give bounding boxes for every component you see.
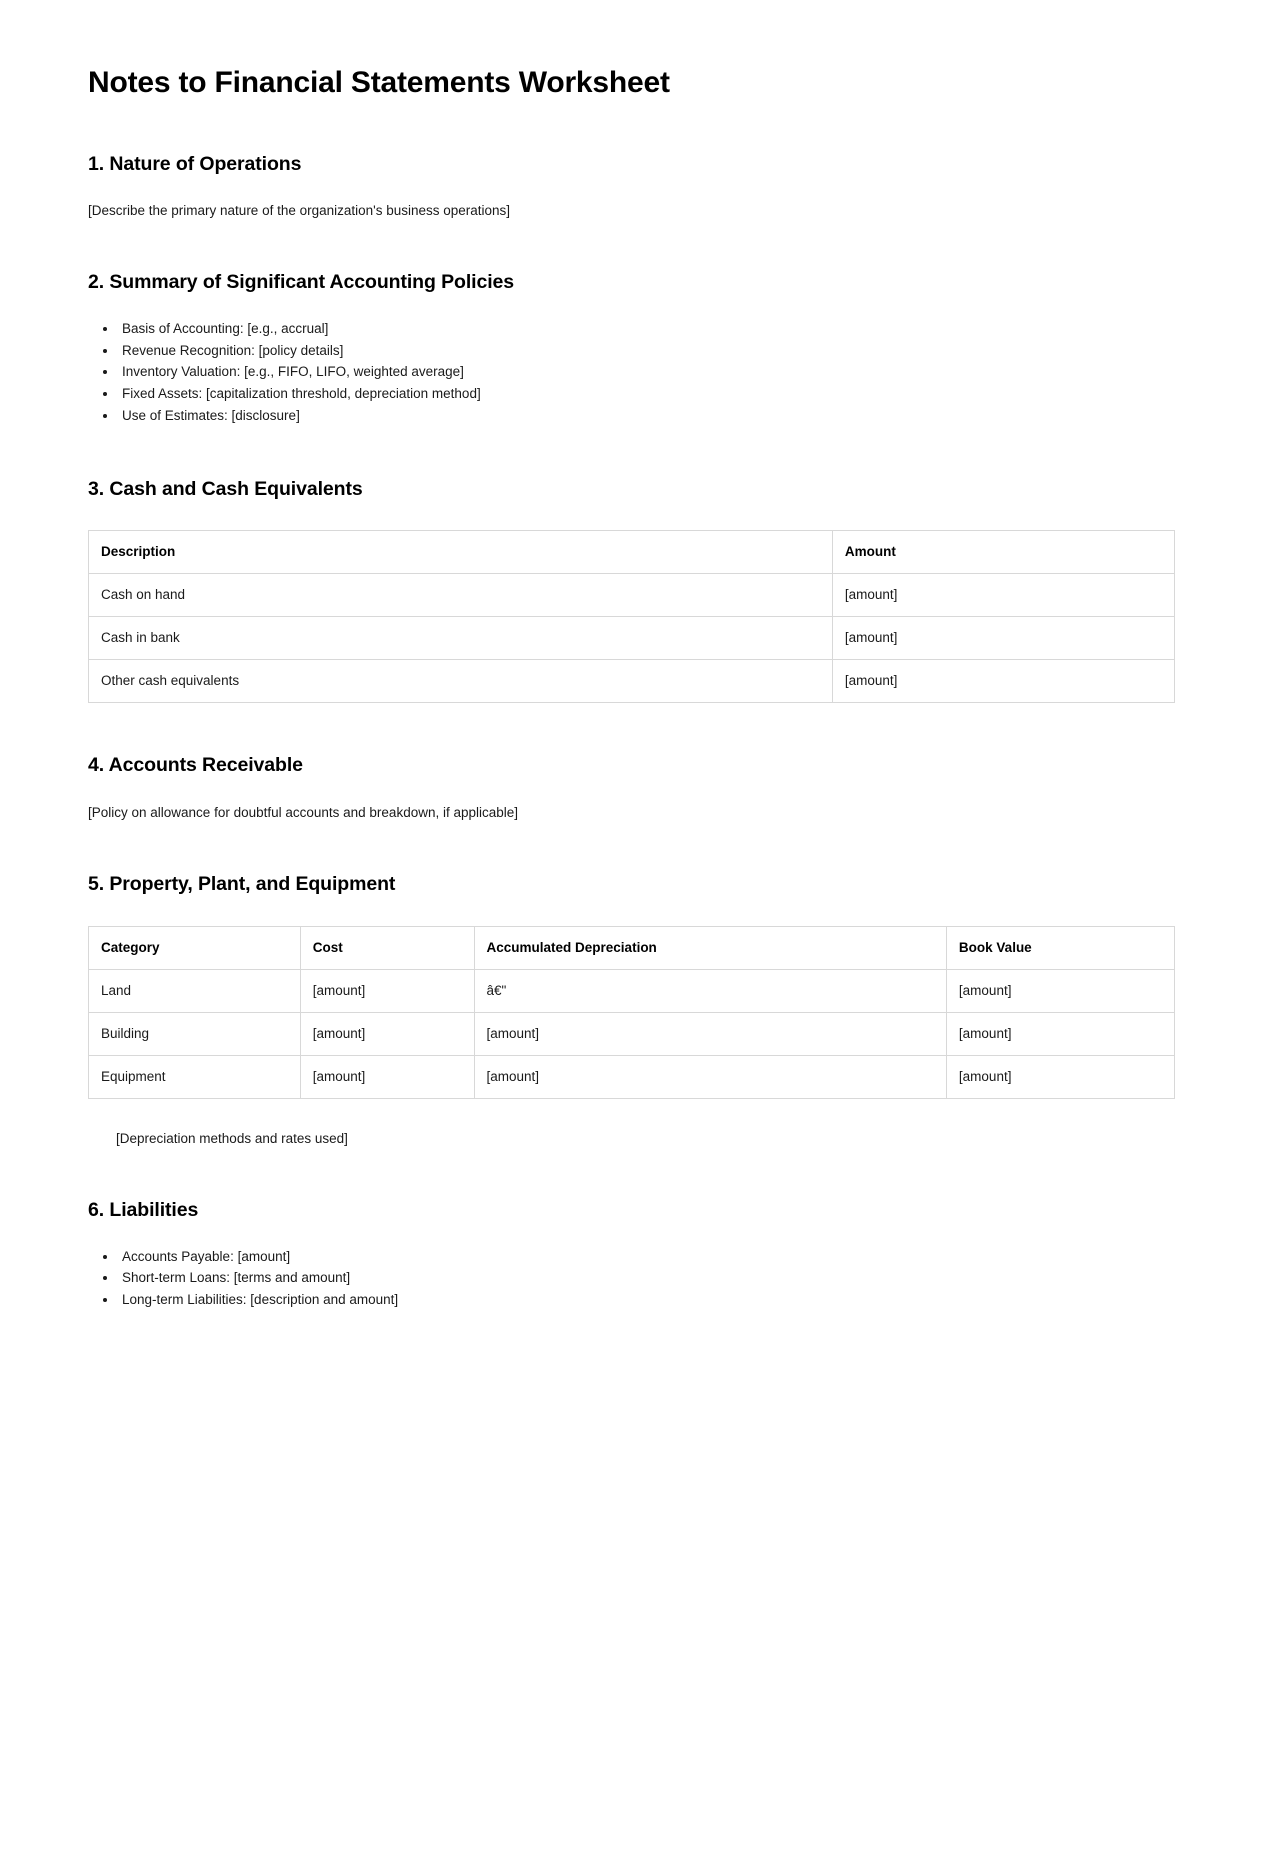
table-header-row: [89, 926, 1175, 969]
column-header-description: Description: [89, 531, 833, 574]
table-row: [89, 617, 1175, 660]
section-heading-accounts-receivable: 4. Accounts Receivable: [88, 754, 303, 777]
cell-amount: [amount]: [832, 660, 1174, 703]
section-heading-nature-of-operations: 1. Nature of Operations: [88, 152, 302, 175]
liabilities-list: [88, 1246, 1175, 1312]
column-header-category: Category: [89, 926, 301, 969]
table-row: [89, 660, 1175, 703]
cell-category: Equipment: [89, 1055, 301, 1098]
section-heading-cash-and-cash-equivalents: 3. Cash and Cash Equivalents: [88, 478, 363, 501]
column-header-accumulated-depreciation: Accumulated Depreciation: [474, 926, 946, 969]
table-header-row: [89, 531, 1175, 574]
table-row: [89, 1055, 1175, 1098]
list-item: • Fixed Assets: [capitalization threshold, depreciation method]: [118, 383, 1175, 405]
list-item: • Revenue Recognition: [policy details]: [118, 340, 1175, 362]
table-row: [89, 969, 1175, 1012]
table-row: [89, 1012, 1175, 1055]
section-heading-liabilities: 6. Liabilities: [88, 1199, 199, 1222]
cell-accumulated-depreciation: [amount]: [474, 1012, 946, 1055]
accounting-policies-list: [88, 318, 1175, 427]
cell-category: Building: [89, 1012, 301, 1055]
cell-accumulated-depreciation: â€": [474, 969, 946, 1012]
cash-and-cash-equivalents-table: [88, 530, 1175, 703]
cell-amount: [amount]: [832, 574, 1174, 617]
cell-amount: [amount]: [832, 617, 1174, 660]
list-item: • Use of Estimates: [disclosure]: [118, 405, 1175, 427]
cell-category: Land: [89, 969, 301, 1012]
cell-description: Other cash equivalents: [89, 660, 833, 703]
cell-book-value: [amount]: [946, 1012, 1174, 1055]
cell-cost: [amount]: [300, 1012, 474, 1055]
list-item: • Long-term Liabilities: [description and amount]: [118, 1289, 1175, 1311]
column-header-book-value: Book Value: [946, 926, 1174, 969]
cell-cost: [amount]: [300, 969, 474, 1012]
list-item: • Basis of Accounting: [e.g., accrual]: [118, 318, 1175, 340]
list-item: • Accounts Payable: [amount]: [118, 1246, 1175, 1268]
property-plant-equipment-table: [88, 926, 1175, 1099]
cell-book-value: [amount]: [946, 969, 1174, 1012]
section-paragraph-nature-of-operations: [Describe the primary nature of the organization's business operations]: [88, 202, 511, 218]
section-heading-property-plant-equipment: 5. Property, Plant, and Equipment: [88, 873, 396, 896]
depreciation-methods-note: [Depreciation methods and rates used]: [116, 1130, 348, 1146]
cell-description: Cash in bank: [89, 617, 833, 660]
list-item: • Inventory Valuation: [e.g., FIFO, LIFO, weighted average]: [118, 361, 1175, 383]
table-row: [89, 574, 1175, 617]
page-title: Notes to Financial Statements Worksheet: [88, 66, 670, 99]
section-heading-accounting-policies: 2. Summary of Significant Accounting Policies: [88, 271, 515, 294]
column-header-cost: Cost: [300, 926, 474, 969]
cell-cost: [amount]: [300, 1055, 474, 1098]
cell-book-value: [amount]: [946, 1055, 1174, 1098]
column-header-amount: Amount: [832, 531, 1174, 574]
list-item: • Short-term Loans: [terms and amount]: [118, 1267, 1175, 1289]
cell-description: Cash on hand: [89, 574, 833, 617]
cell-accumulated-depreciation: [amount]: [474, 1055, 946, 1098]
section-paragraph-accounts-receivable: [Policy on allowance for doubtful accounts and breakdown, if applicable]: [88, 804, 519, 820]
